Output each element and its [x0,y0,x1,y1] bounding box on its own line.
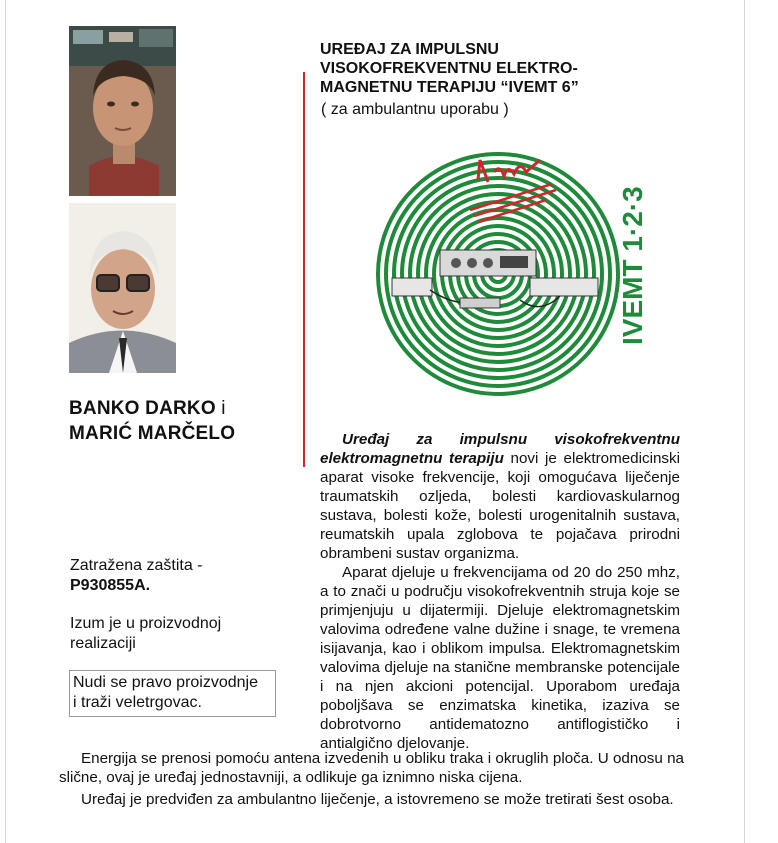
protection-number: P930855A. [70,577,151,594]
article-paragraph-1 [320,430,680,563]
title-line-3: MAGNETNU TERAPIJU “IVEMT 6” [320,79,579,96]
protection-block [70,556,203,596]
ivemt-logo-text: IVEMT 1·2·3 [617,186,648,345]
author-names [69,396,235,446]
offer-line-1: Nudi se pravo proizvodnje [73,674,258,691]
device-figure [370,150,660,398]
realization-text [70,614,221,654]
article-paragraph-3: Energija se prenosi pomoću antena izvedenih u obliku traka i okruglih ploča. U odnosu na slične, ovaj je uređaj jednostavniji, a odlikuje ga iznimno niska cijena. [59,750,684,786]
article-paragraph-1-text: novi je elektromedicinski aparat visoke frekvencije, koji omogućava liječenje traumatskih ozljeda, bolesti kardiovaskularnog sustava, bolesti kože, bolesti urogenitalnih sustava, reumatskih upala zglobova te pojačava prirodni obrambeni sustav organizma. [320,450,680,562]
author-photo-1 [69,26,176,196]
protection-label: Zatražena zaštita - [70,557,203,574]
author-name-1: BANKO DARKO [69,398,216,419]
article-subtitle: ( za ambulantnu uporabu ) [321,101,509,118]
article-body [320,430,680,753]
realization-line-2: realizaciji [70,635,136,652]
article-lead: Uređaj za impulsnu visokofrekventnu elektromagnetnu terapiju [320,431,680,467]
portrait-icon [69,203,176,373]
portrait-icon [69,26,176,196]
title-line-2: VISOKOFREKVENTNU ELEKTRO- [320,60,578,77]
article-paragraph-2: Aparat djeluje u frekvencijama od 20 do 250 mhz, a to znači u području visokofrekventnih struja koje se primjenjuju u dijatermiji. Djeluje elektromagnetskim valovima određene valne dužine i snage, te vremena isijavanja, kao i oblikom impulsa. Elektromagnetskim valovima djeluje na stanične membranske potencijale i na njen akcioni potencijal. Uporabom uređaja poboljšava se enzimatska kinetika, izaziva se dobrotvorno antidematozno antiflogističko i antialgično djelovanje. [320,564,680,752]
author-conjunction: i [221,398,226,419]
offer-box [69,670,276,717]
author-name-2: MARIĆ MARČELO [69,423,236,444]
device-illustration [370,150,660,398]
title-line-1: UREĐAJ ZA IMPULSNU [320,41,499,58]
article-title [320,40,579,97]
article-paragraph-4: Uređaj je predviđen za ambulantno liječenje, a istovremeno se može tretirati šest osoba. [81,791,674,808]
page-margin-left [5,0,6,843]
page-margin-right [744,0,745,843]
author-photo-2 [69,203,176,373]
realization-line-1: Izum je u proizvodnoj [70,615,222,632]
red-divider [303,72,305,467]
offer-line-2: i traži veletrgovac. [73,694,202,711]
